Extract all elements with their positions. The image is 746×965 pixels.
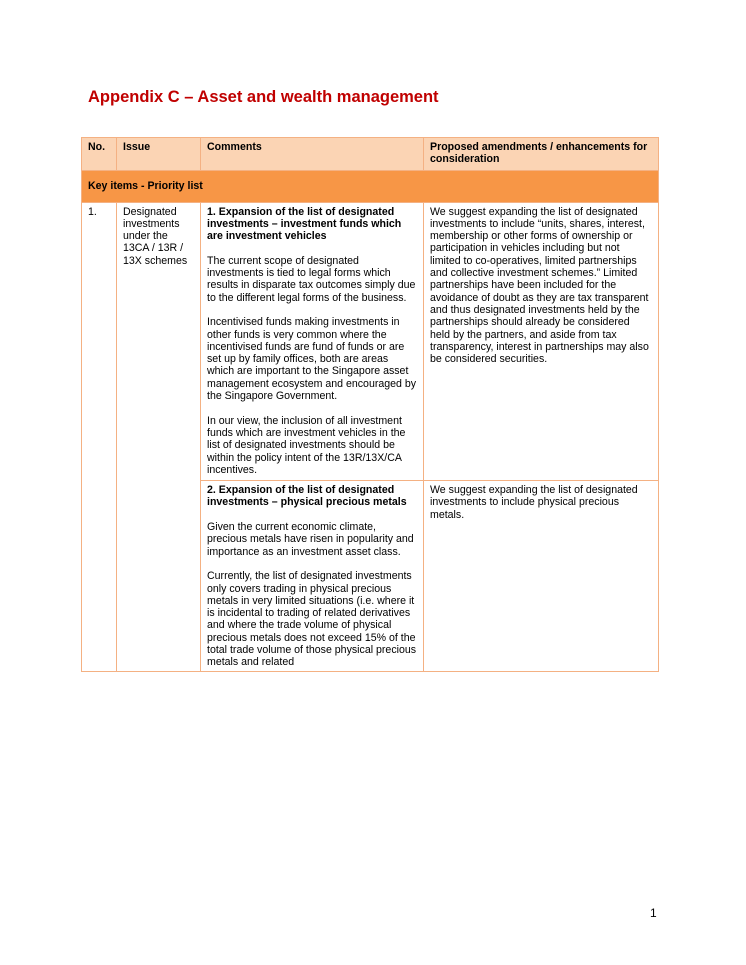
proposal-cell-2	[424, 481, 659, 671]
row-issue: Designated investments under the 13CA / 13R / 13X schemes	[117, 202, 201, 671]
proposal-cell-1	[424, 202, 659, 481]
comment-paragraph: Given the current economic climate, precious metals have risen in popularity and importance as an investment asset class.	[207, 521, 414, 558]
comment-paragraph: In our view, the inclusion of all investment funds which are investment vehicles in the list of designated investments should be within the policy intent of the 13R/13X/CA incentives.	[207, 414, 406, 476]
comment-paragraph: Currently, the list of designated investments only covers trading in physical precious metals in very limited situations (i.e. where it is incidental to trading of related derivatives and where the trade volume of physical precious metals does not exceed 15% of the total trade volume of those physical precious metals and related	[207, 570, 417, 669]
table-header-row	[82, 138, 659, 171]
header-comments: Comments	[201, 138, 424, 171]
header-no: No.	[82, 138, 117, 171]
section-row	[82, 170, 659, 202]
section-label: Key items - Priority list	[82, 170, 659, 202]
header-issue: Issue	[117, 138, 201, 171]
comment-paragraph: Incentivised funds making investments in other funds is very common where the incentivised funds are fund of funds or are set up by family offices, both are areas which are important to the Singapore asset management ecosystem and encouraged by the Singapore Government.	[207, 316, 417, 403]
comment-cell-2	[201, 481, 424, 671]
comment-heading: 1. Expansion of the list of designated investments – investment funds which are investment vehicles	[207, 205, 402, 243]
proposal-text: We suggest expanding the list of designated investments to include physical precious metals.	[430, 484, 638, 521]
proposal-text: We suggest expanding the list of designated investments to include “units, shares, interest, membership or other forms of ownership or participation in vehicles including but not limited to co-operatives, limited partnerships and collective investment schemes.” Limited partnerships have been included for the avoidance of doubt as they are tax transparent and thus designated investments held by the partnerships should already be considered held by the partners, and aside from tax transparency, interest in partnerships may also be considered securities.	[430, 205, 649, 366]
table-row	[82, 202, 659, 481]
comment-heading: 2. Expansion of the list of designated investments – physical precious metals	[207, 484, 407, 509]
header-proposed: Proposed amendments / enhancements for consideration	[424, 138, 659, 171]
appendix-table	[81, 137, 659, 672]
comment-cell-1	[201, 202, 424, 481]
comment-paragraph: The current scope of designated investments is tied to legal forms which results in disparate tax outcomes simply due to the different legal forms of the business.	[207, 254, 416, 304]
page-title: Appendix C – Asset and wealth management	[88, 88, 439, 106]
row-number: 1.	[82, 202, 117, 671]
page-number: 1	[650, 906, 657, 920]
